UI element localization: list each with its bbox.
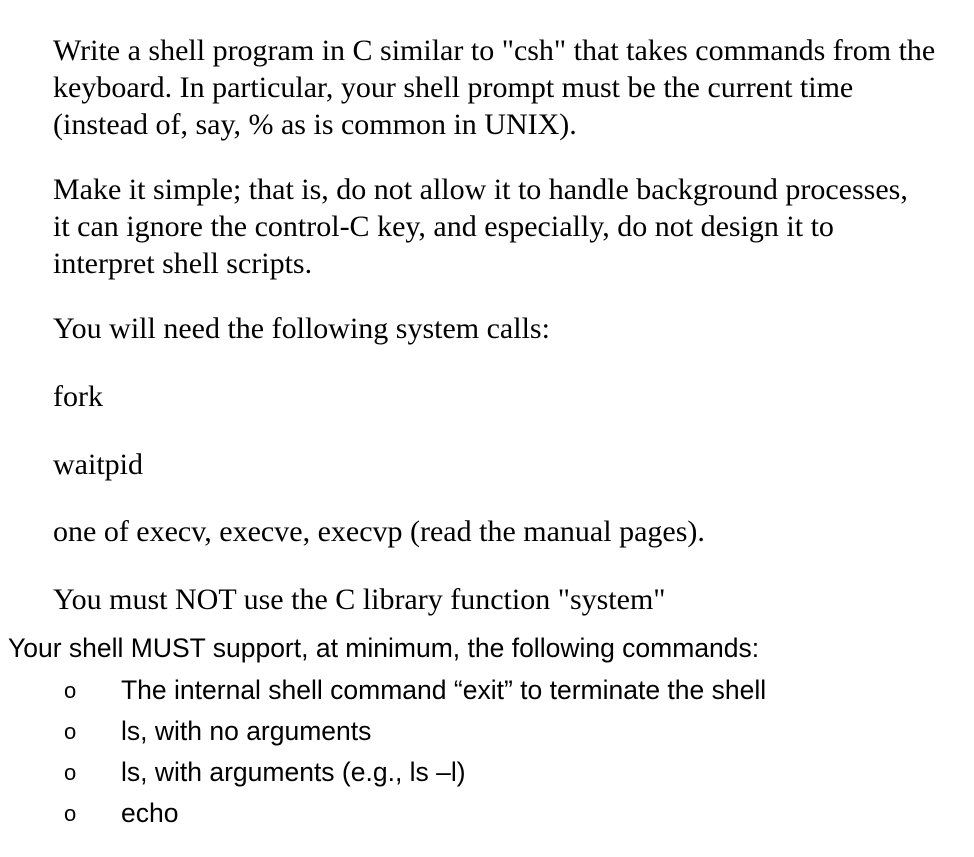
bullet-icon: o (64, 801, 77, 826)
text-line: it can ignore the control-C key, and especially, do not design it to (53, 210, 834, 243)
text-line: keyboard. In particular, your shell prompt must be the current time (53, 71, 854, 104)
requirements-heading: Your shell MUST support, at minimum, the following commands: (8, 633, 760, 663)
text-line: Write a shell program in C similar to "csh" that takes commands from the (53, 34, 936, 67)
system-call-waitpid: waitpid (53, 448, 143, 481)
paragraph-simplicity (53, 171, 908, 282)
text-line: Make it simple; that is, do not allow it to handle background processes, (53, 173, 908, 206)
system-call-fork: fork (53, 380, 103, 413)
bullet-icon: o (64, 719, 77, 744)
text-line: interpret shell scripts. (53, 247, 313, 280)
system-call-exec: one of execv, execve, execvp (read the manual pages). (53, 515, 705, 548)
list-item-text: ls, with no arguments (121, 716, 372, 746)
list-item-text: The internal shell command “exit” to terminate the shell (121, 675, 767, 705)
paragraph-intro (53, 32, 935, 143)
paragraph-no-system: You must NOT use the C library function "system" (53, 583, 666, 616)
text-line: (instead of, say, % as is common in UNIX). (53, 108, 577, 141)
list-item-text: ls, with arguments (e.g., ls –l) (121, 757, 466, 787)
bullet-icon: o (64, 678, 77, 703)
list-item-text: echo (121, 798, 179, 828)
bullet-icon: o (64, 760, 77, 785)
paragraph-system-calls: You will need the following system calls: (53, 312, 550, 345)
